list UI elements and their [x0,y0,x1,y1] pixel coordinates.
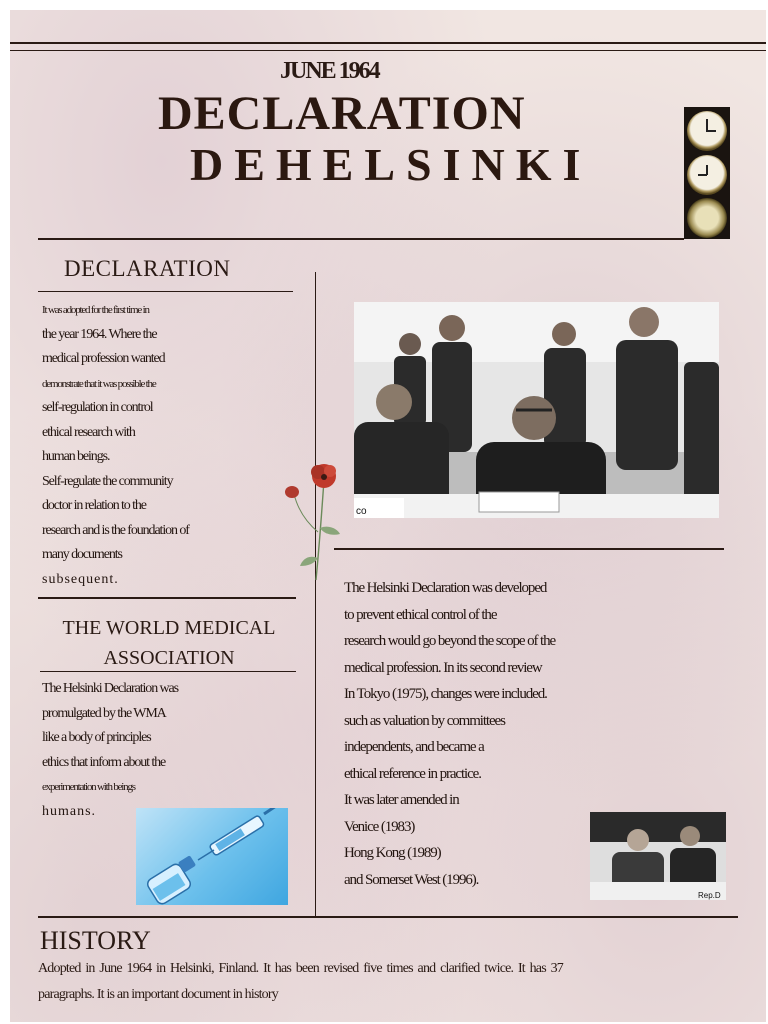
history-heading: HISTORY [40,926,151,955]
declaration-line: medical profession wanted [42,351,165,366]
declaration-heading: DECLARATION [64,256,231,281]
history-text: Adopted in June 1964 in Helsinki, Finland. It has been revised five times and clarified twice. It has 37 paragraphs. It is an important document in history [38,961,563,1002]
wma-heading-line: ASSOCIATION [103,647,235,669]
title-line-1: DECLARATION [158,87,526,140]
wma-heading [38,613,300,673]
wma-line: experimentation with beings [42,781,135,793]
title-line-2: DEHELSINKI [190,139,592,190]
declaration-line: self-regulation in control [42,400,153,415]
clock-icon [687,198,727,238]
main-line: Venice (1983) [344,818,415,835]
wma-heading-rule [40,671,296,672]
wma-line: ethics that inform about the [42,754,166,770]
history-rule [38,916,738,918]
main-line: It was later amended in [344,792,459,808]
title-rule [38,238,684,240]
wma-line: The Helsinki Declaration was [42,681,178,696]
main-line: ethical reference in practice. [344,765,481,782]
declaration-line: the year 1964. Where the [42,326,157,342]
wma-text [42,677,242,824]
newspaper-page [10,10,766,1022]
wma-line: promulgated by the WMA [42,705,166,721]
main-line: The Helsinki Declaration was developed [344,580,547,596]
syringe-icon [198,808,276,860]
small-signing-photo [590,812,726,900]
declaration-line: doctor in relation to the [42,498,146,513]
declaration-text [42,298,222,592]
top-rule-thin [10,50,766,51]
main-line: In Tokyo (1975), changes were included. [344,686,547,702]
declaration-line: many documents [42,547,122,562]
main-line: medical profession. In its second review [344,659,542,676]
poppy-flower-icon [280,458,350,583]
declaration-line: subsequent. [42,571,119,587]
photo-rule [334,548,724,550]
main-line: independents, and became a [344,739,484,755]
issue-date: JUNE 1964 [280,58,379,84]
main-line: to prevent ethical control of the [344,606,497,623]
main-line: and Somerset West (1996). [344,871,479,888]
main-line: research would go beyond the scope of the [344,633,556,649]
declaration-line: research and is the foundation of [42,522,189,538]
main-line: such as valuation by committees [344,712,505,729]
wma-line: like a body of principles [42,730,151,745]
declaration-line: Self-regulate the community [42,473,173,489]
top-rule [10,42,766,44]
declaration-line: human beings. [42,449,110,464]
main-line: Hong Kong (1989) [344,845,441,861]
declaration-line: It was adopted for the first time in [42,304,149,316]
clock-strip [684,107,730,239]
photo2-caption: Rep.D [698,891,721,900]
column-divider [315,272,316,916]
vial-icon [145,855,196,905]
wma-heading-line: THE WORLD MEDICAL [62,617,276,639]
declaration-line: ethical research with [42,424,135,440]
wma-top-rule [38,597,296,599]
declaration-line: demonstrate that it was possible the [42,377,156,390]
vaccine-image [136,808,288,905]
clock-icon [687,111,727,151]
wma-line: humans. [42,803,97,819]
photo-caption: co [356,506,367,517]
main-text [344,575,624,893]
declaration-heading-rule [38,291,293,292]
signing-photo [354,302,719,518]
clock-icon [687,155,727,195]
